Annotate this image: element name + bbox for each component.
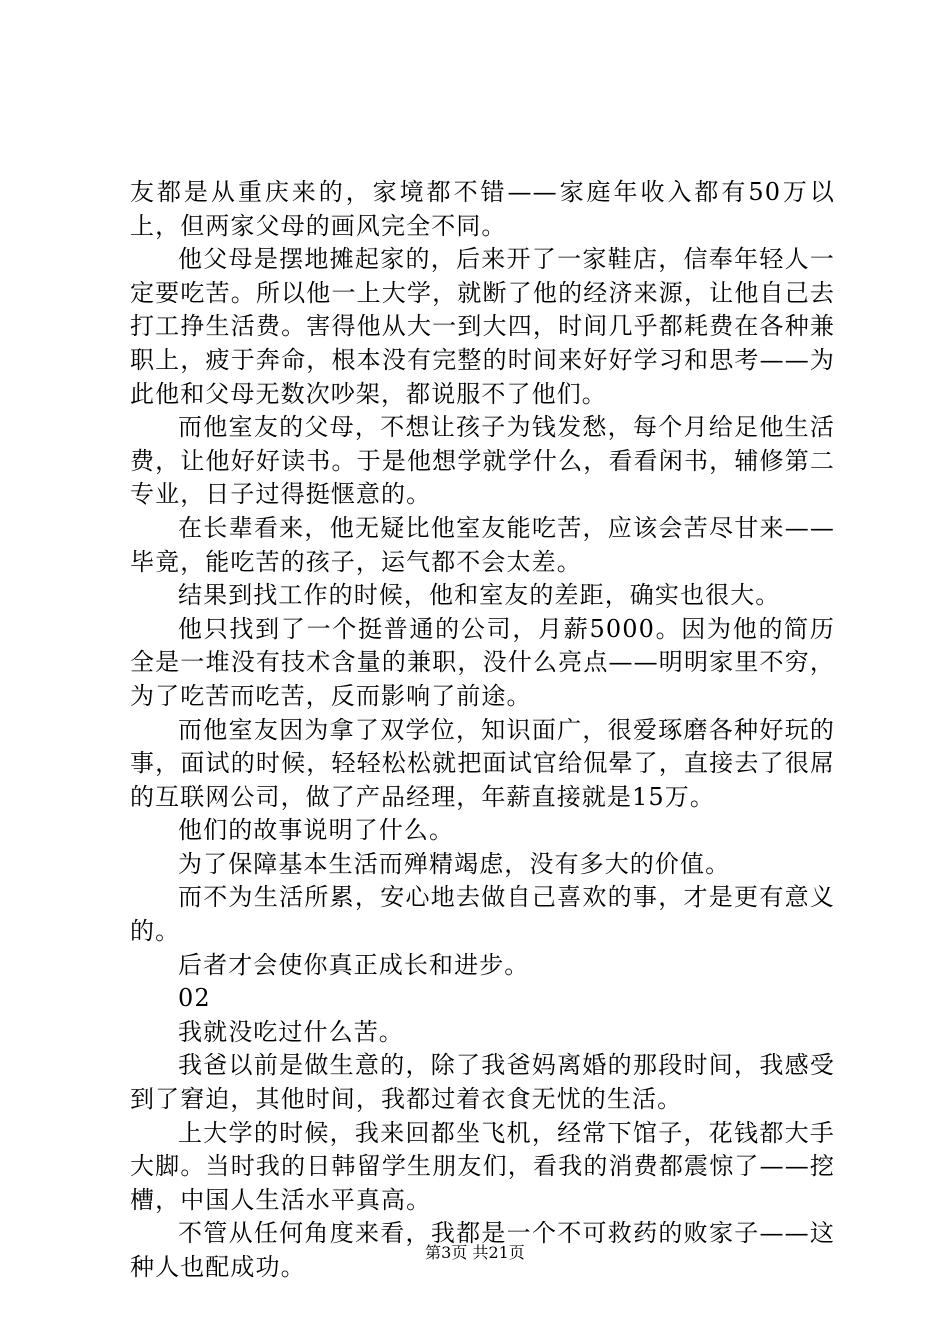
paragraph: 我爸以前是做生意的，除了我爸妈离婚的那段时间，我感受到了窘迫，其他时间，我都过着衣食无忧的生活。 bbox=[130, 1051, 835, 1114]
paragraph: 我就没吃过什么苦。 bbox=[178, 1017, 404, 1046]
document-body bbox=[130, 176, 835, 1285]
section-number: 02 bbox=[178, 984, 211, 1013]
paragraph: 后者才会使你真正成长和进步。 bbox=[178, 950, 530, 979]
paragraph: 不管从任何角度来看，我都是一个不可救药的败家子——这种人也配成功。 bbox=[130, 1219, 835, 1281]
paragraph: 他们的故事说明了什么。 bbox=[178, 816, 455, 845]
paragraph: 他父母是摆地摊起家的，后来开了一家鞋店，信奉年轻人一定要吃苦。所以他一上大学，就断了他的经济来源，让他自己去打工挣生活费。害得他从大一到大四，时间几乎都耗费在各种兼职上，疲于奔命，根本没有完整的时间来好好学习和思考——为此他和父母无数次吵架，都说服不了他们。 bbox=[130, 245, 835, 408]
paragraph: 而他室友的父母，不想让孩子为钱发愁，每个月给足他生活费，让他好好读书。于是他想学就学什么，看看闲书，辅修第二专业，日子过得挺惬意的。 bbox=[130, 413, 835, 509]
paragraph: 友都是从重庆来的，家境都不错——家庭年收入都有50万以上，但两家父母的画风完全不同。 bbox=[130, 178, 835, 240]
paragraph: 上大学的时候，我来回都坐飞机，经常下馆子，花钱都大手大脚。当时我的日韩留学生朋友们，看我的消费都震惊了——挖槽，中国人生活水平真高。 bbox=[130, 1118, 835, 1214]
paragraph: 而他室友因为拿了双学位，知识面广，很爱琢磨各种好玩的事，面试的时候，轻轻松松就把面试官给侃晕了，直接去了很屌的互联网公司，做了产品经理，年薪直接就是15万。 bbox=[130, 715, 835, 811]
paragraph: 结果到找工作的时候，他和室友的差距，确实也很大。 bbox=[178, 581, 781, 610]
page-footer: 第3页 共21页 bbox=[425, 1243, 525, 1262]
paragraph: 为了保障基本生活而殚精竭虑，没有多大的价值。 bbox=[178, 849, 731, 878]
paragraph: 而不为生活所累，安心地去做自己喜欢的事，才是更有意义的。 bbox=[130, 883, 835, 946]
paragraph: 在长辈看来，他无疑比他室友能吃苦，应该会苦尽甘来——毕竟，能吃苦的孩子，运气都不会太差。 bbox=[130, 513, 835, 576]
paragraph: 他只找到了一个挺普通的公司，月薪5000。因为他的简历全是一堆没有技术含量的兼职，没什么亮点——明明家里不穷，为了吃苦而吃苦，反而影响了前途。 bbox=[130, 614, 835, 710]
